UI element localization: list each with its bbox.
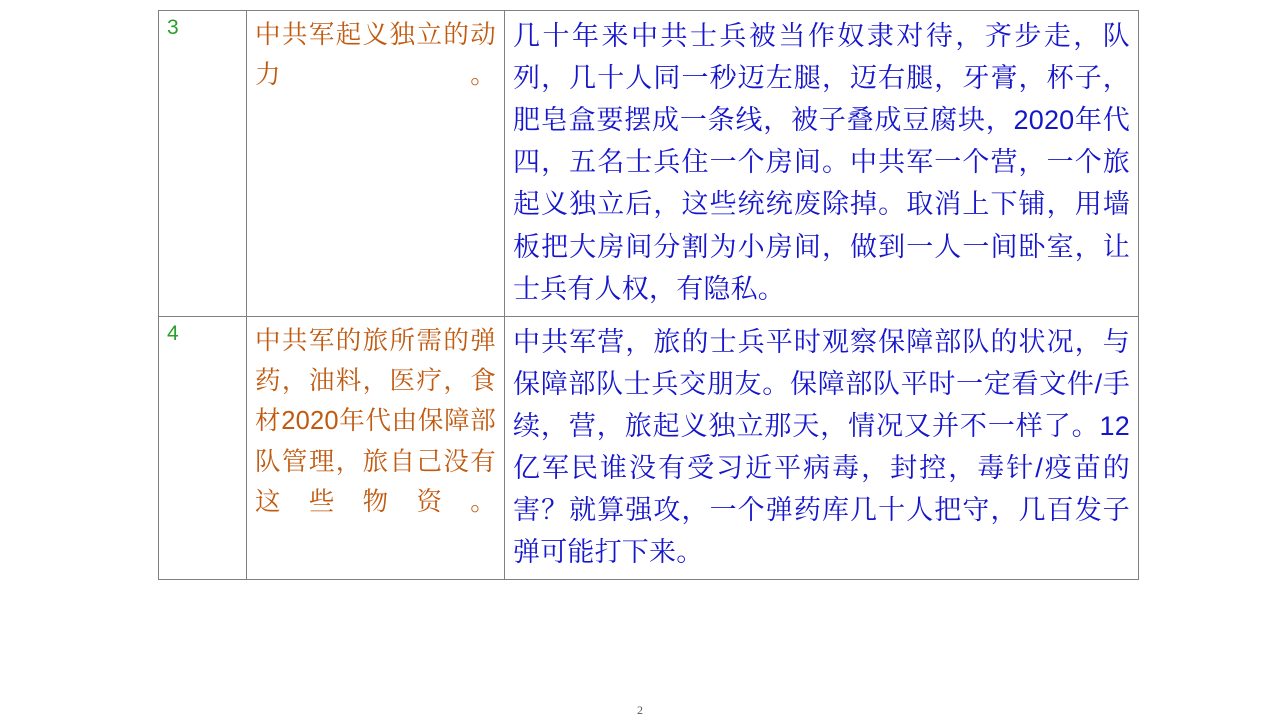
row-detail: 几十年来中共士兵被当作奴隶对待，齐步走，队列，几十人同一秒迈左腿，迈右腿，牙膏，杯子，肥皂盒要摆成一条线，被子叠成豆腐块，2020年代四，五名士兵住一个房间。中共军一个营，一个旅起义独立后，这些统统废除掉。取消上下铺，用墙板把大房间分割为小房间，做到一人一间卧室，让士兵有人权，有隐私。 — [505, 11, 1139, 317]
row-number: 4 — [159, 316, 247, 580]
row-number: 3 — [159, 11, 247, 317]
row-topic: 中共军的旅所需的弹药，油料，医疗，食材2020年代由保障部队管理，旅自己没有这些物资。 — [247, 316, 505, 580]
page-number: 2 — [637, 703, 643, 717]
table-row — [159, 316, 1139, 580]
content-table — [158, 10, 1139, 580]
row-detail: 中共军营，旅的士兵平时观察保障部队的状况，与保障部队士兵交朋友。保障部队平时一定看文件/手续，营，旅起义独立那天，情况又并不一样了。12亿军民谁没有受习近平病毒，封控，毒针/疫苗的害？就算强攻，一个弹药库几十人把守，几百发子弹可能打下来。 — [505, 316, 1139, 580]
row-topic: 中共军起义独立的动力。 — [247, 11, 505, 317]
table-row — [159, 11, 1139, 317]
